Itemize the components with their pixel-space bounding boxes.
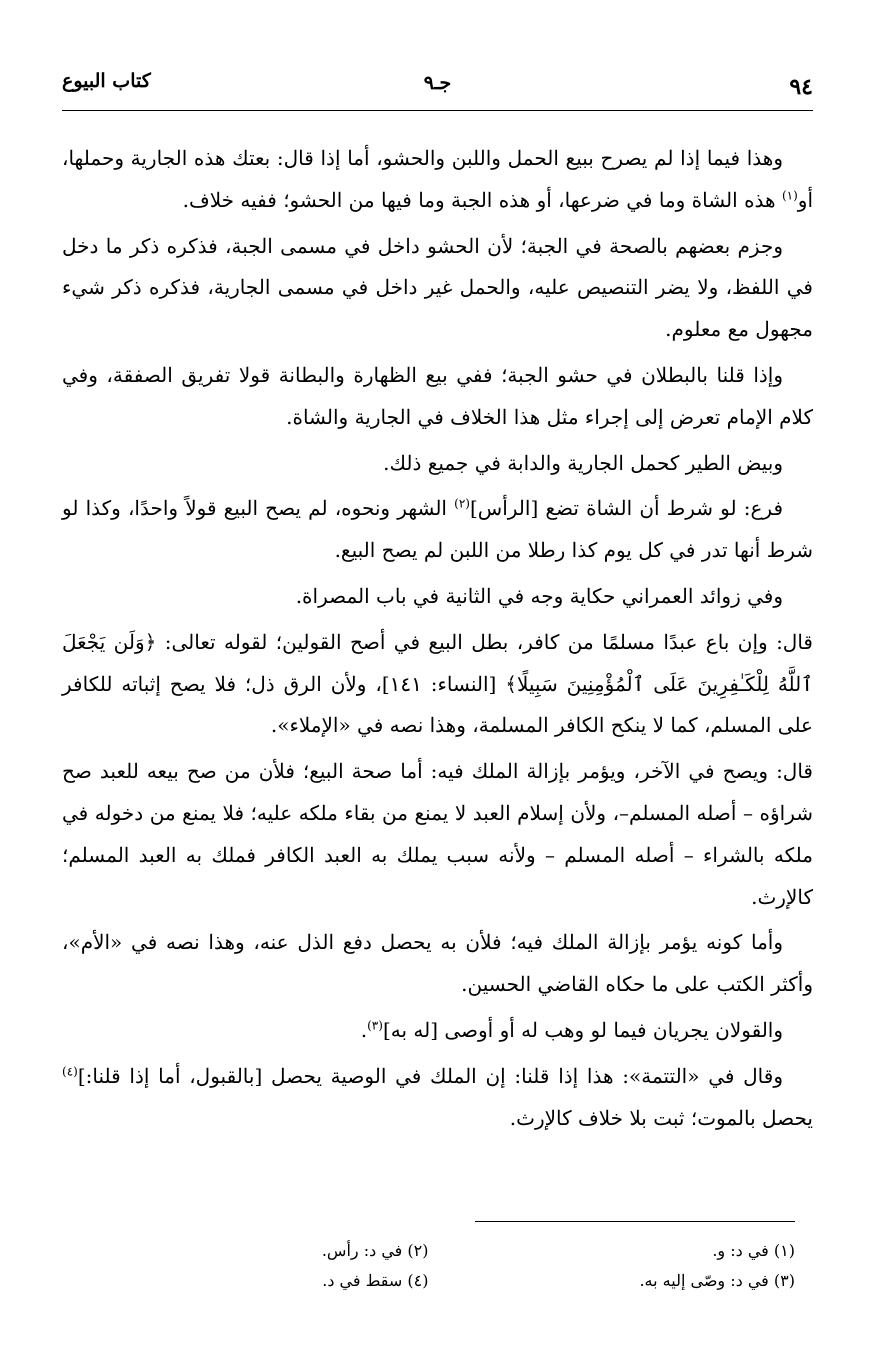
footnote-reference: (١) [781,188,798,203]
paragraph: وقال في «التتمة»: هذا إذا قلنا: إن الملك في الوصية يحصل [بالقبول، أما إذا قلنا:]$^{(٤)}$ يحصل بالموت؛ ثبت بلا خلاف كالإرث. [62,1063,813,1130]
footnote-reference: (٣) [367,1018,383,1033]
footnotes [62,1236,795,1296]
paragraph: وأما كونه يؤمر بإزالة الملك فيه؛ فلأن به يحصل دفع الذل عنه، وهذا نصه في «الأم»، وأكثر الكتب على ما حكاه القاضي الحسين. [62,930,813,997]
footnote-3: (٣) في د: وصّى إليه به. [639,1271,795,1290]
paragraph: فرع: لو شرط أن الشاة تضع [الرأس]$^{(٢)}$ الشهر ونحوه، لم يصح البيع قولاً واحدًا، وكذا لو شرط أنها تدر في كل يوم كذا رطلا من اللبن لم يصح البيع. [62,496,813,563]
paragraph: والقولان يجريان فيما لو وهب له أو أوصى [له به]$^{(٣)}$. [360,1017,783,1042]
footnote-reference: (٤) [62,1064,78,1079]
paragraph: وفي زوائد العمراني حكاية وجه في الثانية في باب المصراة. [295,583,783,608]
paragraph: وجزم بعضهم بالصحة في الجبة؛ لأن الحشو داخل في مسمى الجبة، فذكره ذكر ما دخل في اللفظ، ولا يضر التنصيص عليه، والحمل غير داخل في مسمى الجارية، فذكره ذكر شيء مجهول مع معلوم. [62,233,813,342]
footnote-1: (١) في د: و. [712,1241,795,1260]
footnote-reference: (٢) [454,496,470,511]
page-number: ٩٤ [789,74,813,100]
page-header [62,66,813,106]
main-text [62,138,813,1143]
footnote-2: (٢) في د: رأس. [321,1241,429,1260]
paragraph: قال: وإن باع عبدًا مسلمًا من كافر، بطل البيع في أصح القولين؛ لقوله تعالى: ﴿وَلَن يَجْعَلَ ٱللَّهُ لِلْكَـٰفِرِينَ عَلَى ٱلْمُؤْمِنِينَ سَبِيلًا﴾ [النساء: ١٤١]، ولأن الرق ذل؛ فلا يصح إثباته للكافر على المسلم، كما لا ينكح الكافر المسلمة، وهذا نصه في «الإملاء». [62,629,813,738]
volume-label: جـ٩ [423,72,452,94]
footnote-4: (٤) سقط في د. [322,1271,429,1290]
header-rule [62,110,813,111]
paragraph: وهذا فيما إذا لم يصرح ببيع الحمل واللبن والحشو، أما إذا قال: بعتك هذه الجارية وحملها، أو$^{(١)}$ هذه الشاة وما في ضرعها، أو هذه الجبة وما فيها من الحشو؛ ففيه خلاف. [62,146,813,212]
paragraph: وإذا قلنا بالبطلان في حشو الجبة؛ ففي بيع الظهارة والبطانة قولا تفريق الصفقة، وفي كلام الإمام تعرض إلى إجراء مثل هذا الخلاف في الجارية والشاة. [62,362,813,429]
paragraph: وبيض الطير كحمل الجارية والدابة في جميع ذلك. [383,450,783,475]
book-title: كتاب البيوع [62,70,151,92]
paragraph: قال: ويصح في الآخر، ويؤمر بإزالة الملك فيه: أما صحة البيع؛ فلأن من صح بيعه للعبد صح شراؤه – أصله المسلم–، ولأن إسلام العبد لا يمنع من بقاء ملكه عليه؛ فلا يمنع من دخوله في ملكه بالشراء – أصله المسلم – ولأنه سبب يملك به العبد الكافر فملك به العبد المسلم؛ كالإرث. [62,759,813,909]
footnote-rule [475,1221,795,1222]
